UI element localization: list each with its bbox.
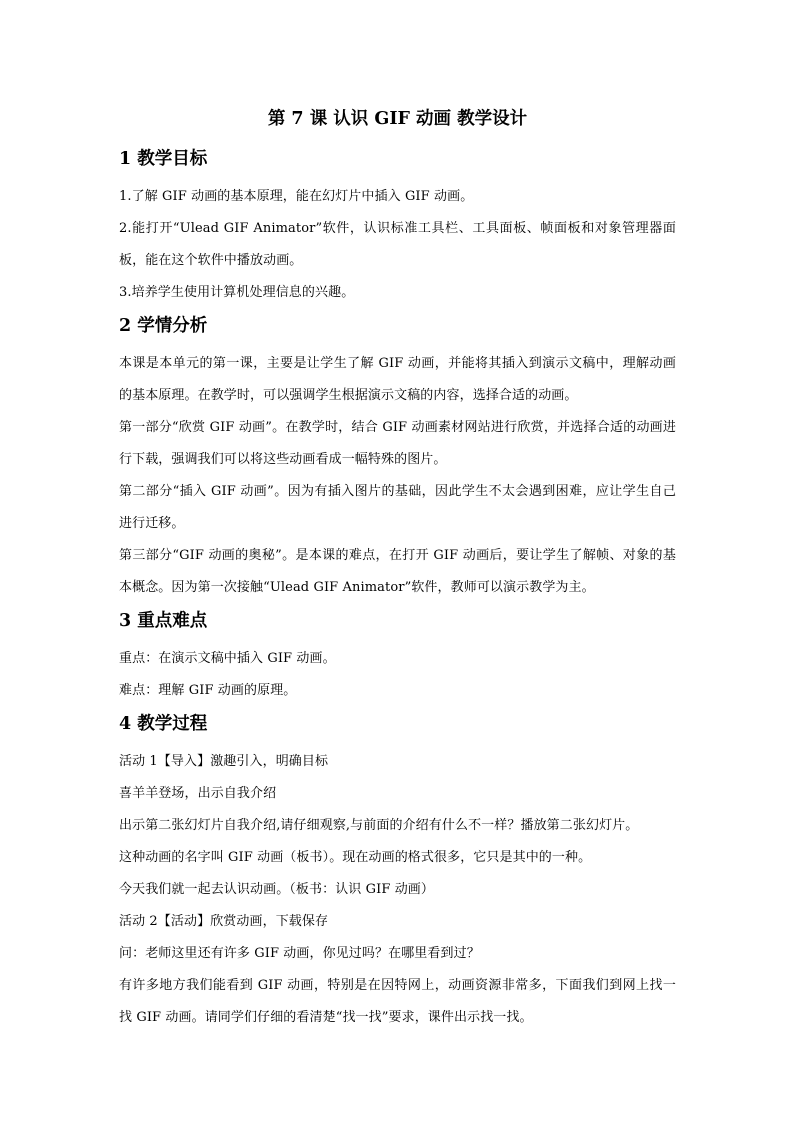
paragraph: 问：老师这里还有许多 GIF 动画，你见过吗？在哪里看到过？ [119,946,480,961]
paragraph: 有许多地方我们能看到 GIF 动画，特别是在因特网上，动画资源非常多，下面我们到网上找一找 GIF 动画。请同学们仔细的看清楚“找一找”要求，课件出示找一找。 [119,978,676,1025]
paragraph: 3.培养学生使用计算机处理信息的兴趣。 [119,285,355,300]
section-heading: 1 教学目标 [119,149,208,169]
section-heading: 4 教学过程 [119,714,208,734]
paragraph: 出示第二张幻灯片自我介绍,请仔细观察,与前面的介绍有什么不一样？播放第二张幻灯片。 [119,818,639,833]
paragraph: 难点：理解 GIF 动画的原理。 [119,683,297,698]
section-heading: 3 重点难点 [119,611,208,631]
section-teaching-process [119,708,676,1034]
paragraph: 今天我们就一起去认识动画。（板书：认识 GIF 动画） [119,882,435,897]
paragraph: 喜羊羊登场，出示自我介绍 [119,786,277,801]
section-body [119,746,676,1034]
section-heading: 2 学情分析 [119,316,208,336]
section-student-analysis [119,310,676,604]
paragraph: 第三部分“GIF 动画的奥秘”。是本课的难点，在打开 GIF 动画后，要让学生了解帧、对象的基本概念。因为第一次接触“Ulead GIF Animator”软件，教师可以演示教学为主。 [119,548,676,595]
paragraph: 重点：在演示文稿中插入 GIF 动画。 [119,651,336,666]
paragraph: 第二部分“插入 GIF 动画”。因为有插入图片的基础，因此学生不太会遇到困难，应让学生自己进行迁移。 [119,484,676,531]
section-key-points [119,605,676,707]
section-body [119,181,676,309]
paragraph: 2.能打开“Ulead GIF Animator”软件，认识标准工具栏、工具面板、帧面板和对象管理器面板，能在这个软件中播放动画。 [119,221,676,268]
section-body [119,348,676,604]
paragraph: 活动 1【导入】激趣引入，明确目标 [119,754,329,769]
paragraph: 1.了解 GIF 动画的基本原理，能在幻灯片中插入 GIF 动画。 [119,189,474,204]
document-title: 第 7 课 认识 GIF 动画 教学设计 [267,109,528,129]
paragraph: 活动 2【活动】欣赏动画，下载保存 [119,914,329,929]
section-teaching-objectives [119,143,676,309]
paragraph: 第一部分“欣赏 GIF 动画”。在教学时，结合 GIF 动画素材网站进行欣赏，并选择合适的动画进行下载，强调我们可以将这些动画看成一幅特殊的图片。 [119,420,676,467]
section-body [119,643,676,707]
paragraph: 本课是本单元的第一课，主要是让学生了解 GIF 动画，并能将其插入到演示文稿中，理解动画的基本原理。在教学时，可以强调学生根据演示文稿的内容，选择合适的动画。 [119,356,676,403]
paragraph: 这种动画的名字叫 GIF 动画（板书）。现在动画的格式很多，它只是其中的一种。 [119,850,592,865]
document-content [119,103,676,1034]
